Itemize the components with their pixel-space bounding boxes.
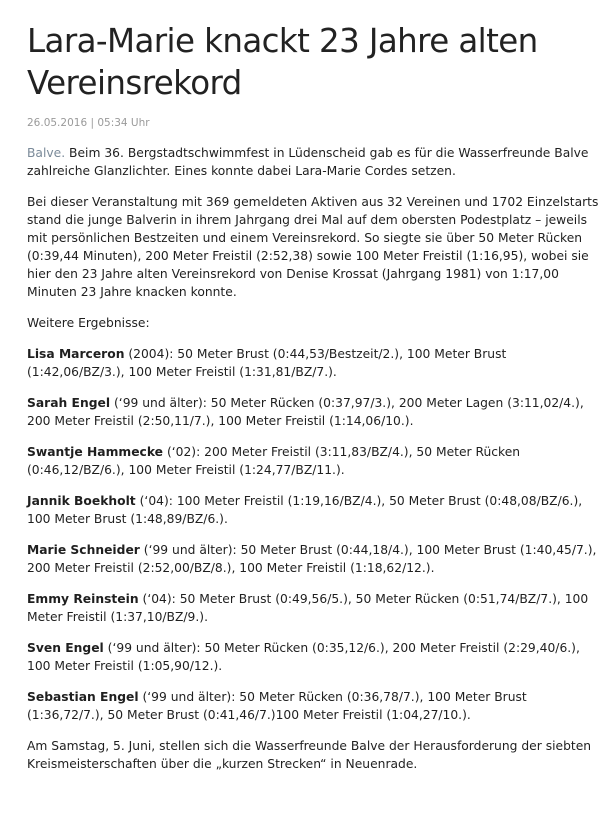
article-date: 26.05.2016 | 05:34 Uhr bbox=[27, 117, 150, 129]
athlete-results: (‘99 und älter): 50 Meter Rücken (0:35,12/6.), 200 Meter Freistil (2:29,40/6.), 100 Meter Freistil (1:05,90/12.). bbox=[27, 641, 580, 673]
result-entry bbox=[27, 590, 599, 626]
intro-text: Beim 36. Bergstadtschwimmfest in Lüdenscheid gab es für die Wasserfreunde Balve zahlreiche Glanzlichter. Eines konnte dabei Lara-Marie Cordes setzen. bbox=[27, 146, 589, 178]
athlete-results: (‘99 und älter): 50 Meter Rücken (0:37,97/3.), 200 Meter Lagen (3:11,02/4.), 200 Meter Freistil (2:50,11/7.), 100 Meter Freistil (1:14,06/10.). bbox=[27, 396, 584, 428]
athlete-name: Marie Schneider bbox=[27, 543, 140, 557]
athlete-name: Emmy Reinstein bbox=[27, 592, 139, 606]
athlete-results: (‘99 und älter): 50 Meter Rücken (0:36,78/7.), 100 Meter Brust (1:36,72/7.), 50 Meter Brust (0:41,46/7.)100 Meter Freistil (1:04,27/10.). bbox=[27, 690, 527, 722]
athlete-name: Sarah Engel bbox=[27, 396, 111, 410]
athlete-name: Sven Engel bbox=[27, 641, 104, 655]
article-headline: Lara-Marie knackt 23 Jahre alten Vereinsrekord bbox=[27, 22, 538, 102]
intro-paragraph bbox=[27, 144, 599, 180]
closing-paragraph: Am Samstag, 5. Juni, stellen sich die Wasserfreunde Balve der Herausforderung der siebten Kreismeisterschaften über die „kurzen Strecken“ in Neuenrade. bbox=[27, 739, 592, 771]
athlete-name: Lisa Marceron bbox=[27, 347, 125, 361]
main-paragraph: Bei dieser Veranstaltung mit 369 gemeldeten Aktiven aus 32 Vereinen und 1702 Einzelstarts stand die junge Balverin in ihrem Jahrgang drei Mal auf dem obersten Podestplatz – jeweils mit persönlichen Bestzeiten und einem Vereinsrekord. So siegte sie über 50 Meter Rücken (0:39,44 Minuten), 200 Meter Freistil (2:52,38) sowie 100 Meter Freistil (1:16,95), wobei sie hier den 23 Jahre alten Vereinsrekord von Denise Krossat (Jahrgang 1981) von 1:17,00 Minuten 23 Jahre knacken konnte. bbox=[27, 195, 599, 299]
athlete-results: (‘04): 50 Meter Brust (0:49,56/5.), 50 Meter Rücken (0:51,74/BZ/7.), 100 Meter Freistil (1:37,10/BZ/9.). bbox=[27, 592, 589, 624]
athlete-results: (‘04): 100 Meter Freistil (1:19,16/BZ/4.), 50 Meter Brust (0:48,08/BZ/6.), 100 Meter Brust (1:48,89/BZ/6.). bbox=[27, 494, 583, 526]
result-entry bbox=[27, 492, 599, 528]
results-heading: Weitere Ergebnisse: bbox=[27, 316, 150, 330]
result-entry bbox=[27, 394, 599, 430]
athlete-name: Jannik Boekholt bbox=[27, 494, 136, 508]
result-entry bbox=[27, 443, 599, 479]
article-body bbox=[27, 144, 599, 773]
athlete-results: (‘99 und älter): 50 Meter Brust (0:44,18/4.), 100 Meter Brust (1:40,45/7.), 200 Meter Freistil (2:52,00/BZ/8.), 100 Meter Freistil (1:18,62/12.). bbox=[27, 543, 597, 575]
athlete-results: (2004): 50 Meter Brust (0:44,53/Bestzeit/2.), 100 Meter Brust (1:42,06/BZ/3.), 100 Meter Freistil (1:31,81/BZ/7.). bbox=[27, 347, 507, 379]
athlete-results: (‘02): 200 Meter Freistil (3:11,83/BZ/4.), 50 Meter Rücken (0:46,12/BZ/6.), 100 Meter Freistil (1:24,77/BZ/11.). bbox=[27, 445, 521, 477]
result-entry bbox=[27, 639, 599, 675]
athlete-name: Swantje Hammecke bbox=[27, 445, 164, 459]
result-entry bbox=[27, 541, 599, 577]
dateline-place: Balve. bbox=[27, 146, 66, 160]
result-entry bbox=[27, 345, 599, 381]
result-entry bbox=[27, 688, 599, 724]
athlete-name: Sebastian Engel bbox=[27, 690, 139, 704]
